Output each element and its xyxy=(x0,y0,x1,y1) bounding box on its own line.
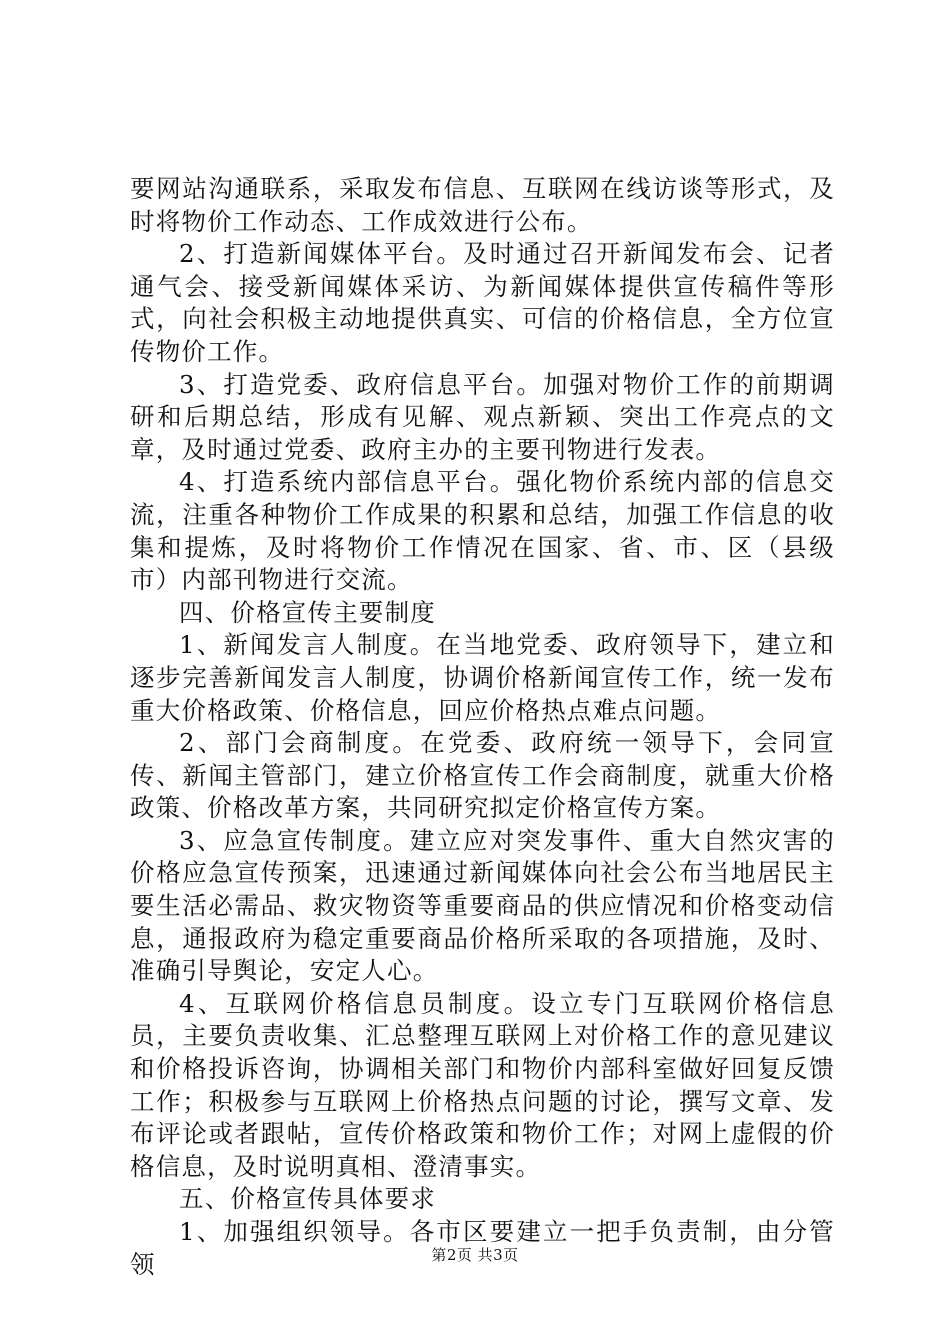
page-footer: 第2页 共3页 xyxy=(431,1246,519,1264)
paragraph-item-emergency: 3、应急宣传制度。建立应对突发事件、重大自然灾害的价格应急宣传预案，迅速通过新闻媒体向社会公布当地居民主要生活必需品、救灾物资等重要商品的供应情况和价格变动信息，通报政府为稳定重要商品价格所采取的各项措施，及时、准确引导舆论，安定人心。 xyxy=(130,825,835,986)
paragraph-item-internet-officer: 4、互联网价格信息员制度。设立专门互联网价格信息员，主要负责收集、汇总整理互联网上对价格工作的意见建议和价格投诉咨询，协调相关部门和物价内部科室做好回复反馈工作；积极参与互联网上价格热点问题的讨论，撰写文章、发布评论或者跟帖，宣传价格政策和物价工作；对网上虚假的价格信息，及时说明真相、澄清事实。 xyxy=(130,988,835,1181)
section-heading-five: 五、价格宣传具体要求 xyxy=(179,1184,436,1214)
paragraph-item-leadership: 1、加强组织领导。各市区要建立一把手负责制，由分管领 xyxy=(130,1217,835,1279)
paragraph-continuation: 要网站沟通联系，采取发布信息、互联网在线访谈等形式，及时将物价工作动态、工作成效进行公布。 xyxy=(130,174,835,236)
document-body xyxy=(130,173,835,1281)
paragraph-item-party-government-platform: 3、打造党委、政府信息平台。加强对物价工作的前期调研和后期总结，形成有见解、观点新颖、突出工作亮点的文章，及时通过党委、政府主办的主要刊物进行发表。 xyxy=(130,369,835,464)
section-heading-four: 四、价格宣传主要制度 xyxy=(179,597,436,627)
paragraph-item-consultation: 2、部门会商制度。在党委、政府统一领导下，会同宣传、新闻主管部门，建立价格宣传工作会商制度，就重大价格政策、价格改革方案，共同研究拟定价格宣传方案。 xyxy=(130,728,835,823)
paragraph-item-news-media-platform: 2、打造新闻媒体平台。及时通过召开新闻发布会、记者通气会、接受新闻媒体采访、为新闻媒体提供宣传稿件等形式，向社会积极主动地提供真实、可信的价格信息，全方位宣传物价工作。 xyxy=(130,239,835,366)
paragraph-item-internal-platform: 4、打造系统内部信息平台。强化物价系统内部的信息交流，注重各种物价工作成果的积累和总结，加强工作信息的收集和提炼，及时将物价工作情况在国家、省、市、区（县级市）内部刊物进行交流。 xyxy=(130,467,835,595)
paragraph-item-spokesperson: 1、新闻发言人制度。在当地党委、政府领导下，建立和逐步完善新闻发言人制度，协调价格新闻宣传工作，统一发布重大价格政策、价格信息，回应价格热点难点问题。 xyxy=(130,630,835,725)
